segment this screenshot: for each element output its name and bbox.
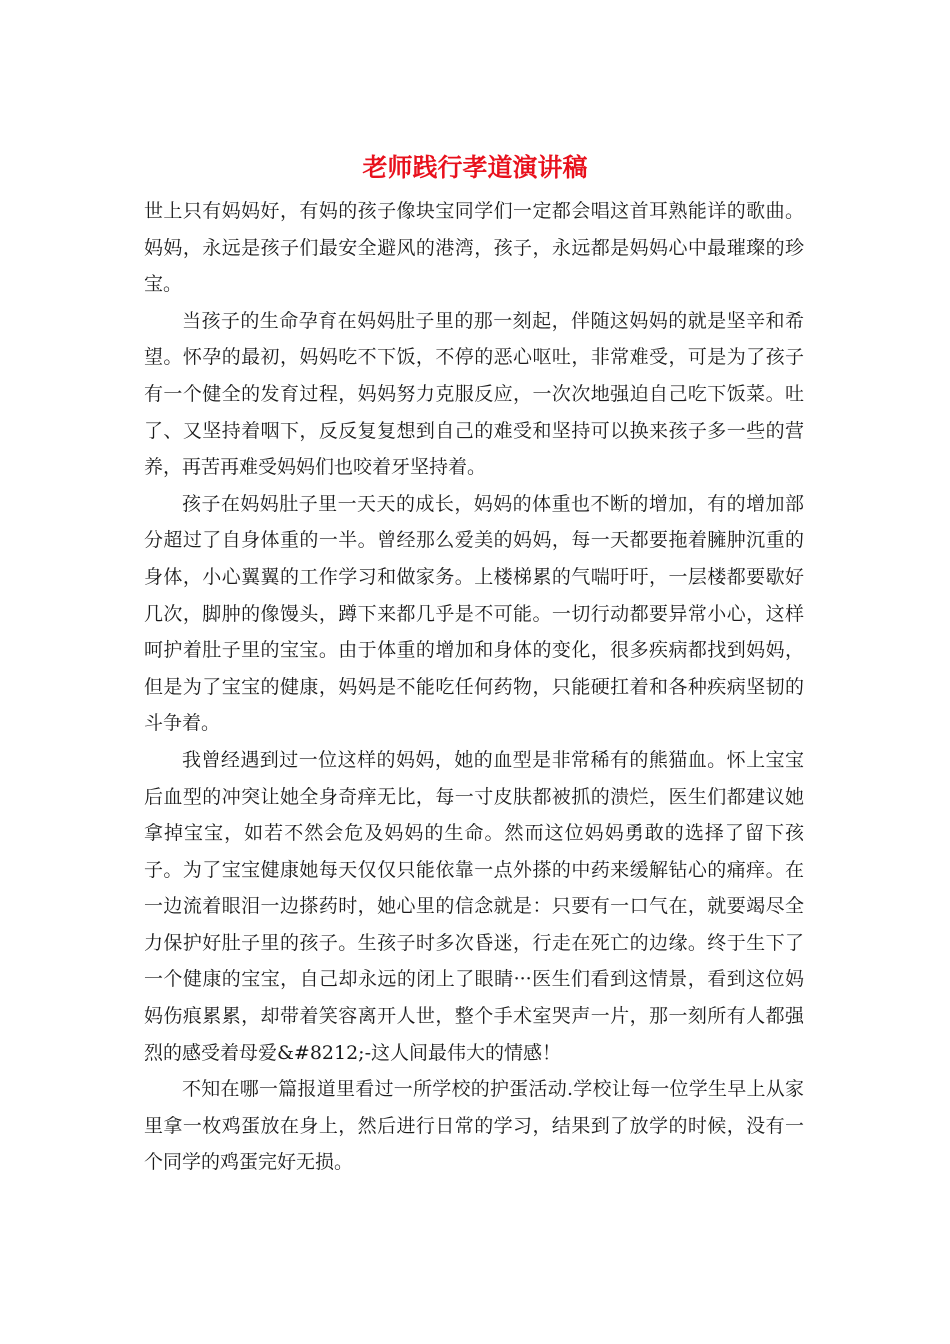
document-title: 老师践行孝道演讲稿	[362, 153, 588, 182]
paragraph-4: 我曾经遇到过一位这样的妈妈，她的血型是非常稀有的熊猫血。怀上宝宝后血型的冲突让她全身奇痒无比，每一寸皮肤都被抓的溃烂，医生们都建议她拿掉宝宝，如若不然会危及妈妈的生命。然而这位妈妈勇敢的选择了留下孩子。为了宝宝健康她每天仅仅只能依靠一点外搽的中药来缓解钻心的痛痒。在一边流着眼泪一边搽药时，她心里的信念就是：只要有一口气在，就要竭尽全力保护好肚子里的孩子。生孩子时多次昏迷，行走在死亡的边缘。终于生下了一个健康的宝宝，自己却永远的闭上了眼睛···医生们看到这情景，看到这位妈妈伤痕累累，却带着笑容离开人世，整个手术室哭声一片，那一刻所有人都强烈的感受着母爱&#8212;-这人间最伟大的情感！	[144, 748, 804, 1064]
paragraph-3: 孩子在妈妈肚子里一天天的成长，妈妈的体重也不断的增加，有的增加部分超过了自身体重的一半。曾经那么爱美的妈妈，每一天都要拖着臃肿沉重的身体，小心翼翼的工作学习和做家务。上楼梯累的气喘吁吁，一层楼都要歇好几次，脚肿的像馒头，蹲下来都几乎是不可能。一切行动都要异常小心，这样呵护着肚子里的宝宝。由于体重的增加和身体的变化，很多疾病都找到妈妈，但是为了宝宝的健康，妈妈是不能吃任何药物，只能硬扛着和各种疾病坚韧的斗争着。	[144, 492, 804, 735]
paragraph-2: 当孩子的生命孕育在妈妈肚子里的那一刻起，伴随这妈妈的就是坚辛和希望。怀孕的最初，妈妈吃不下饭，不停的恶心呕吐，非常难受，可是为了孩子有一个健全的发育过程，妈妈努力克服反应，一次次地强迫自己吃下饭菜。吐了、又坚持着咽下，反反复复想到自己的难受和坚持可以换来孩子多一些的营养，再苦再难受妈妈们也咬着牙坚持着。	[144, 309, 804, 479]
paragraph-5: 不知在哪一篇报道里看过一所学校的护蛋活动.学校让每一位学生早上从家里拿一枚鸡蛋放在身上，然后进行日常的学习，结果到了放学的时候，没有一个同学的鸡蛋完好无损。	[144, 1078, 804, 1174]
paragraph-1: 世上只有妈妈好，有妈的孩子像块宝同学们一定都会唱这首耳熟能详的歌曲。妈妈，永远是孩子们最安全避风的港湾，孩子，永远都是妈妈心中最璀璨的珍宝。	[144, 200, 804, 296]
document-body	[144, 193, 804, 1181]
